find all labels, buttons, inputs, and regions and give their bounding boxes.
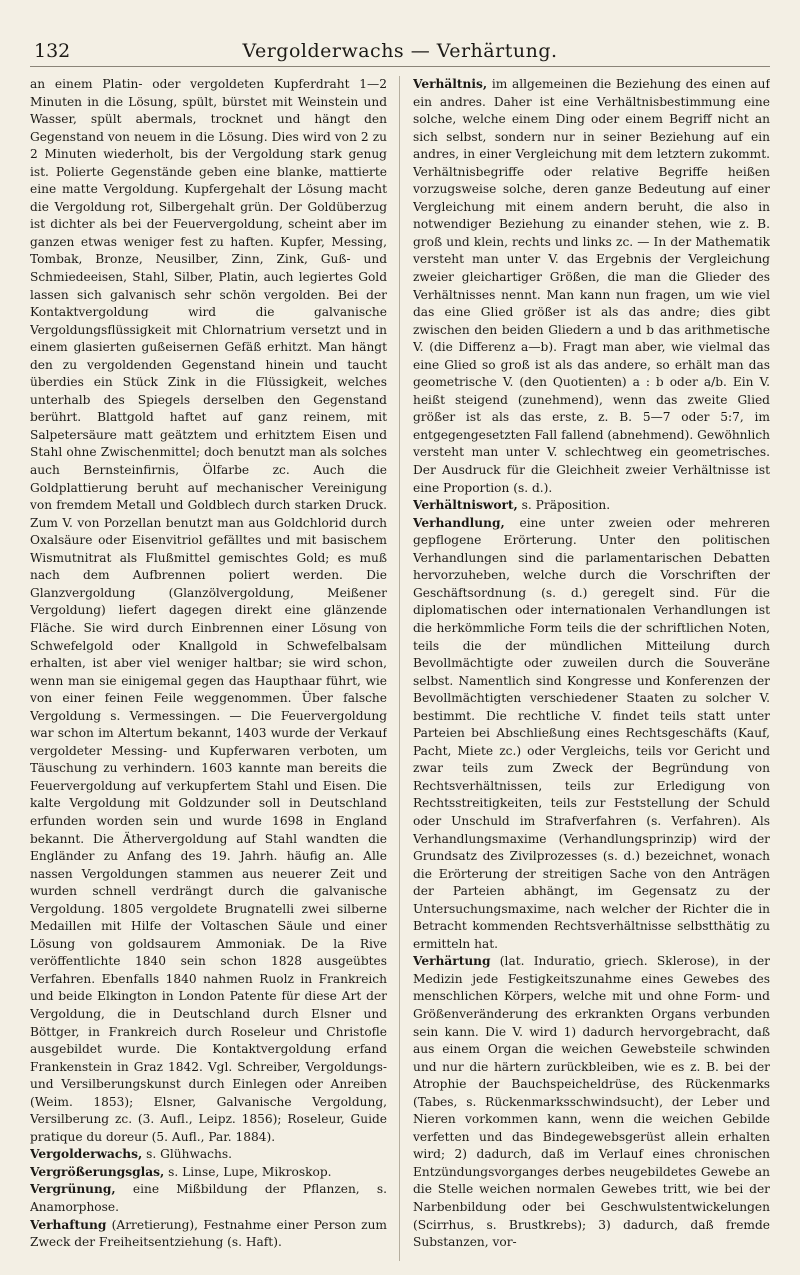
entry <box>413 953 770 1251</box>
entry-text: im allgemeinen die Beziehung des einen auf ein andres. Daher ist eine Verhältnisbestimmung eine solche, welche einem Ding oder einem Begriff nicht an sich selbst, sondern nur in seiner Beziehung auf ein andres, in einer Vergleichung mit dem letztern zukommt. Verhältnisbegriffe oder relative Begriffe heißen vorzugsweise solche, deren ganze Bedeutung auf einer Vergleichung mit einem andern beruht, die also in notwendiger Beziehung zu einander stehen, wie z. B. groß und klein, rechts und links zc. — In der Mathematik versteht man unter V. das Ergebnis der Vergleichung zweier gleichartiger Größen, die man die Glieder des Verhältnisses nennt. Man kann nun fragen, um wie viel das eine Glied größer ist als das andre; dies gibt zwischen den beiden Gliedern a und b das arithmetische V. (die Differenz a—b). Fragt man aber, wie vielmal das eine Glied so groß ist als das andere, so erhält man das geometrische V. (den Quotienten) a : b oder a/b. Ein V. heißt steigend (zunehmend), wenn das zweite Glied größer ist als das erste, z. B. 5—7 oder 5:7, im entgegengesetzten Fall fallend (abnehmend). Gewöhnlich versteht man unter V. schlechtweg ein geometrisches. Der Ausdruck für die Gleichheit zweier Verhältnisse ist eine Proportion (s. d.). <box>413 77 770 495</box>
entry-text: an einem Platin- oder vergoldeten Kupferdraht 1—2 Minuten in die Lösung, spült, bürstet mit Weinstein und Wasser, spült abermals, trocknet und hängt den Gegenstand von neuem in die Lösung. Dies wird von 2 zu 2 Minuten wiederholt, bis der Vergoldung stark genug ist. Polierte Gegenstände geben eine blanke, mattierte eine matte Vergoldung. Kupfergehalt der Lösung macht die Vergoldung rot, Silbergehalt grün. Der Goldüberzug ist dichter als bei der Feuervergoldung, scheint aber im ganzen etwas weniger fest zu haften. Kupfer, Messing, Tombak, Bronze, Neusilber, Zinn, Zink, Guß- und Schmiedeeisen, Stahl, Silber, Platin, auch legiertes Gold lassen sich galvanisch sehr schön vergolden. Bei der Kontaktvergoldung wird die galvanische Vergoldungsflüssigkeit mit Chlornatrium versetzt und in einem glasierten gußeisernen Gefäß erhitzt. Man hängt den zu vergoldenden Gegenstand hinein und taucht überdies ein Stück Zink in die Flüssigkeit, welches unterhalb des Spiegels derselben den Gegenstand berührt. Blattgold haftet auf ganz reinem, mit Salpetersäure matt geätztem und erhitztem Eisen und Stahl ohne Zwischenmittel; doch benutzt man als solches auch Bernsteinfirnis, Ölfarbe zc. Auch die Goldplattierung beruht auf mechanischer Vereinigung von fremdem Metall und Goldblech durch starken Druck. Zum V. von Porzellan benutzt man aus Goldchlorid durch Oxalsäure oder Eisenvitriol gefälltes und mit basischem Wismutnitrat als Flußmittel gemischtes Gold; es muß nach dem Aufbrennen poliert werden. Die Glanzvergoldung (Glanzölvergoldung, Meißener Vergoldung) liefert dagegen direkt eine glänzende Fläche. Sie wird durch Einbrennen einer Lösung von Schwefelgold oder Knallgold in Schwefelbalsam erhalten, ist aber viel weniger haltbar; sie wird schon, wenn man sie einigemal gegen das Haupthaar führt, wie von einer feinen Feile weggenommen. Über falsche Vergoldung s. Vermessingen. — Die Feuervergoldung war schon im Altertum bekannt, 1403 wurde der Verkauf vergoldeter Messing- und Kupferwaren verboten, um Täuschung zu verhindern. 1603 kannte man bereits die Feuervergoldung auf verkupfertem Stahl und Eisen. Die kalte Vergoldung mit Goldzunder soll in Deutschland erfunden worden sein und wurde 1698 in England bekannt. Die Äthervergoldung auf Stahl wandten die Engländer zu Anfang des 19. Jahrh. häufig an. Alle nassen Vergoldungen stammen aus neuerer Zeit und wurden schnell verdrängt durch die galvanische Vergoldung. 1805 vergoldete Brugnatelli zwei silberne Medaillen mit Hilfe der Voltaschen Säule und einer Lösung von goldsaurem Ammoniak. De la Rive veröffentlichte 1840 sein schon 1828 ausgeübtes Verfahren. Ebenfalls 1840 nahmen Ruolz in Frankreich und beide Elkington in London Patente für diese Art der Vergoldung, die in Deutschland durch Elsner und Böttger, in Frankreich durch Roseleur und Christofle ausgebildet wurde. Die Kontaktvergoldung erfand Frankenstein in Graz 1842. Vgl. Schreiber, Vergoldungs- und Versilberungskunst durch Einlegen oder Anreiben (Weim. 1853); Elsner, Galvanische Vergoldung, Versilberung zc. (3. Aufl., Leipz. 1856); Roseleur, Guide pratique du doreur (5. Aufl., Par. 1884). <box>30 77 387 1144</box>
page-number: 132 <box>34 40 71 62</box>
entry <box>30 1164 387 1182</box>
entry <box>30 1181 387 1216</box>
entry <box>413 515 770 954</box>
right-column <box>413 76 770 1261</box>
entry-headword: Verhandlung, <box>413 515 505 530</box>
entry-headword: Vergrünung, <box>30 1182 116 1197</box>
entry-headword: Vergolderwachs, <box>30 1147 143 1162</box>
left-column <box>30 76 387 1261</box>
running-head: Vergolderwachs — Verhärtung. <box>242 40 558 62</box>
entry-text: (lat. Induratio, griech. Sklerose), in der Medizin jede Festigkeitszunahme eines Gewebes des menschlichen Körpers, welche mit und ohne Form- und Größenveränderung des erkrankten Organs verbunden sein kann. Die V. wird 1) dadurch hervorgebracht, daß aus einem Organ die weichen Gewebsteile schwinden und nur die härtern zurückbleiben, wie es z. B. bei der Atrophie der Bauchspeicheldrüse, des Rückenmarks (Tabes, s. Rückenmarksschwindsucht), der Leber und Nieren vorkommen kann, wenn die weichen Gebilde verfetten und das Bindegewebsgerüst allein erhalten wird; 2) dadurch, daß im Verlauf eines chronischen Entzündungsvorganges derbes neugebildetes Gewebe an die Stelle weichen normalen Gewebes tritt, wie bei der Narbenbildung oder bei Geschwulstentwickelungen (Scirrhus, s. Brustkrebs); 3) dadurch, daß fremde Substanzen, vor- <box>413 954 770 1250</box>
entry-headword: Verhaftung <box>30 1217 107 1232</box>
entry <box>30 1146 387 1164</box>
entry-text: s. Glühwachs. <box>142 1147 232 1162</box>
entry-headword: Vergrößerungsglas, <box>30 1164 165 1179</box>
entry-text: (Arretierung), Festnahme einer Person zum Zweck der Freiheitsentziehung (s. Haft). <box>30 1217 387 1250</box>
entry <box>413 497 770 515</box>
entry-text: eine unter zweien oder mehreren gepflogene Erörterung. Unter den politischen Verhandlungen sind die parlamentarischen Debatten hervorzuheben, welche durch die Vorschriften der Geschäftsordnung (s. d.) geregelt sind. Für die diplomatischen oder internationalen Verhandlungen ist die herkömmliche Form teils die der schriftlichen Noten, teils die der mündlichen Mitteilung durch Bevollmächtigte oder zuweilen durch die Souveräne selbst. Namentlich sind Kongresse und Konferenzen der Bevollmächtigten verschiedener Staaten zu solcher V. bestimmt. Die rechtliche V. findet teils statt unter Parteien bei Abschließung eines Rechtsgeschäfts (Kauf, Pacht, Miete zc.) oder Vergleichs, teils vor Gericht und zwar teils zum Zweck der Begründung von Rechtsverhältnissen, teils zur Erledigung von Rechtsstreitigkeiten, teils zur Feststellung der Schuld oder Unschuld im Strafverfahren (s. Verfahren). Als Verhandlungsmaxime (Verhandlungsprinzip) wird der Grundsatz des Zivilprozesses (s. d.) bezeichnet, wonach die Erörterung der streitigen Sache von den Anträgen der Parteien abhängt, im Gegensatz zu der Untersuchungsmaxime, nach welcher der Richter die in Betracht kommenden Rechtsverhältnisse selbstthätig zu ermitteln hat. <box>413 515 770 951</box>
entry-text: s. Linse, Lupe, Mikroskop. <box>164 1164 332 1179</box>
entry <box>413 76 770 497</box>
entry <box>30 1217 387 1252</box>
page-header <box>30 36 770 67</box>
entry-text: s. Präposition. <box>517 498 611 513</box>
entry-continuation <box>30 76 387 1146</box>
column-divider <box>399 76 400 1261</box>
entry-headword: Verhärtung <box>413 954 491 969</box>
entry-headword: Verhältnis, <box>413 77 488 91</box>
entry-headword: Verhältniswort, <box>413 498 518 513</box>
entry-text: eine Mißbildung der Pflanzen, s. Anamorphose. <box>30 1182 387 1214</box>
